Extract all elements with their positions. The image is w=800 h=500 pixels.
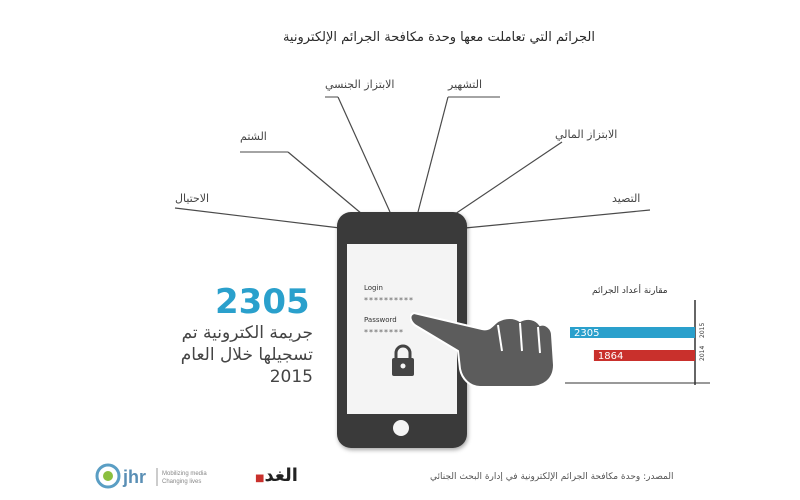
source-note: المصدر: وحدة مكافحة الجرائم الإلكترونية في إدارة البحث الجنائي [430,472,674,482]
connector-line [418,97,448,212]
crime-label-sexual-extortion: الابتزاز الجنسي [325,78,395,91]
jhr-text: jhr [123,467,147,487]
connector-line [338,97,390,212]
chart-value-label: 1864 [597,351,624,362]
headline-description [180,322,313,388]
comparison-chart [560,295,720,390]
password-value: ******** [364,328,404,337]
headline-line-2: تسجيلها خلال العام [180,345,313,365]
jhr-tagline-2: Changing lives [162,479,202,485]
chart-value-label: 2305 [574,328,600,339]
crime-label-financial-extortion: الابتزاز المالي [555,128,618,141]
connector-line [465,210,650,228]
connector-line [455,142,562,214]
crime-label-fraud: الاحتيال [175,192,210,205]
login-label: Login [364,284,383,292]
connector-line [288,152,362,214]
headline-number: 2305 [215,282,310,322]
alghad-logo-text: الغد [264,465,298,486]
crime-label-defamation: التشهير [448,78,482,91]
comparison-title: مقارنة أعداد الجرائم [592,286,668,296]
login-value: ********** [364,296,414,305]
home-button [393,420,409,436]
chart-category-label: 2014 [699,345,706,361]
jhr-tagline-1: Mobilizing media [162,471,207,477]
crime-label-phishing: التصيد [612,192,641,205]
headline-line-3: 2015 [269,367,313,387]
crime-label-insult: الشتم [240,130,267,143]
password-label: Password [364,316,397,324]
page-title: الجرائم التي تعاملت معها وحدة مكافحة الجرائم الإلكترونية [282,30,595,45]
connector-line [175,208,340,228]
pointing-hand-icon [410,295,560,395]
jhr-logo [95,462,255,492]
chart-category-label: 2015 [699,322,706,338]
headline-line-1: جريمة الكترونية تم [181,323,313,343]
alghad-logo: الغد■ [255,465,298,486]
